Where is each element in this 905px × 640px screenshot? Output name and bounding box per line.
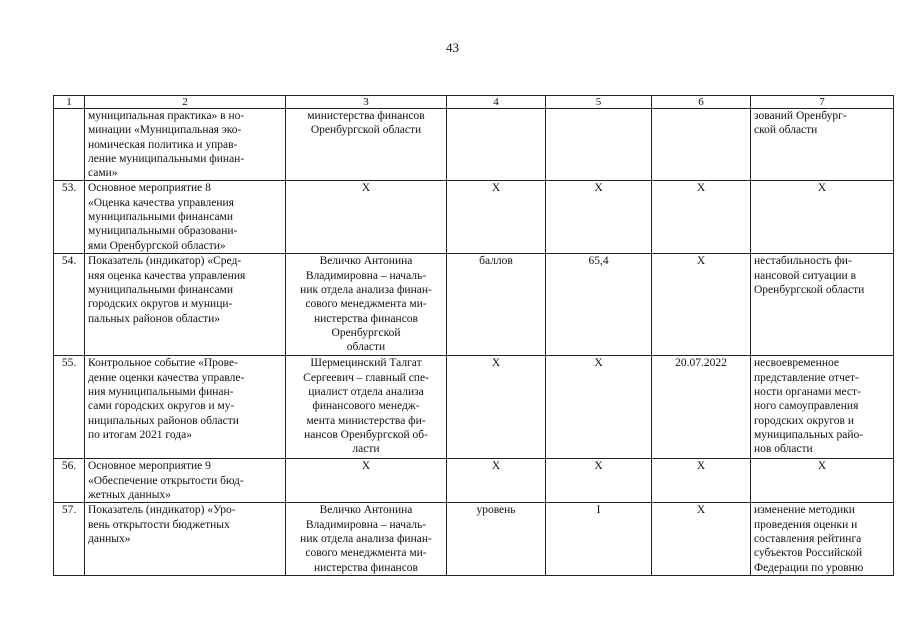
table-row (54, 181, 894, 254)
row-number (54, 109, 85, 181)
header-cell-3: 3 (286, 96, 447, 109)
table-row (54, 109, 894, 181)
row-number: 54. (54, 254, 85, 356)
responsible-person: Х (286, 181, 447, 254)
indicator-name: Показатель (индикатор) «Сред- няя оценка качества управления муниципальными финансами городских округов и муници- пальных районов области» (85, 254, 286, 356)
date-cell: Х (652, 181, 751, 254)
header-cell-1: 1 (54, 96, 85, 109)
responsible-person: Х (286, 459, 447, 503)
risk-cell: зований Оренбург- ской области (751, 109, 894, 181)
row-number: 56. (54, 459, 85, 503)
value-cell (546, 109, 652, 181)
risk-cell: Х (751, 181, 894, 254)
header-cell-4: 4 (447, 96, 546, 109)
header-cell-5: 5 (546, 96, 652, 109)
value-cell: I (546, 503, 652, 576)
risk-cell: нестабильность фи- нансовой ситуации в Оренбургской области (751, 254, 894, 356)
unit-cell: Х (447, 459, 546, 503)
risk-cell: изменение методики проведения оценки и составления рейтинга субъектов Российской Федерации по уровню (751, 503, 894, 576)
unit-cell (447, 109, 546, 181)
row-number: 57. (54, 503, 85, 576)
event-name: муниципальная практика» в но- минации «Муниципальная эко- номическая политика и управ- ление муниципальными финан- сами» (85, 109, 286, 181)
date-cell: Х (652, 459, 751, 503)
data-table (53, 95, 894, 576)
table-row (54, 254, 894, 356)
row-number: 55. (54, 356, 85, 459)
header-cell-6: 6 (652, 96, 751, 109)
value-cell: Х (546, 459, 652, 503)
value-cell: 65,4 (546, 254, 652, 356)
page-number: 43 (446, 40, 459, 55)
row-number: 53. (54, 181, 85, 254)
unit-cell: Х (447, 356, 546, 459)
value-cell: Х (546, 356, 652, 459)
table-row (54, 459, 894, 503)
value-cell: Х (546, 181, 652, 254)
unit-cell: баллов (447, 254, 546, 356)
responsible-person: Величко Антонина Владимировна – началь- ник отдела анализа финан- сового менеджмента ми- нистерства финансов (286, 503, 447, 576)
date-cell: Х (652, 503, 751, 576)
risk-cell: несвоевременное представление отчет- ности органами мест- ного самоуправления городских округов и муниципальных райо- нов области (751, 356, 894, 459)
responsible-person: Величко Антонина Владимировна – началь- ник отдела анализа финан- сового менеджмента ми- нистерства финансов Оренбургской области (286, 254, 447, 356)
date-cell (652, 109, 751, 181)
event-name: Основное мероприятие 9 «Обеспечение открытости бюд- жетных данных» (85, 459, 286, 503)
unit-cell: Х (447, 181, 546, 254)
date-cell: 20.07.2022 (652, 356, 751, 459)
event-name: Контрольное событие «Прове- дение оценки качества управле- ния муниципальными финан- сами городских округов и му- ниципальных районов области по итогам 2021 года» (85, 356, 286, 459)
risk-cell: Х (751, 459, 894, 503)
table-row (54, 503, 894, 576)
date-cell: Х (652, 254, 751, 356)
event-name: Основное мероприятие 8 «Оценка качества управления муниципальными финансами муниципальными образовани- ями Оренбургской области» (85, 181, 286, 254)
header-row (54, 96, 894, 109)
responsible-person: министерства финансов Оренбургской области (286, 109, 447, 181)
header-cell-2: 2 (85, 96, 286, 109)
indicator-name: Показатель (индикатор) «Уро- вень открытости бюджетных данных» (85, 503, 286, 576)
header-cell-7: 7 (751, 96, 894, 109)
table-row (54, 356, 894, 459)
responsible-person: Шермецинский Талгат Сергеевич – главный спе- циалист отдела анализа финансового менедж- мента министерства фи- нансов Оренбургской об- ласти (286, 356, 447, 459)
unit-cell: уровень (447, 503, 546, 576)
